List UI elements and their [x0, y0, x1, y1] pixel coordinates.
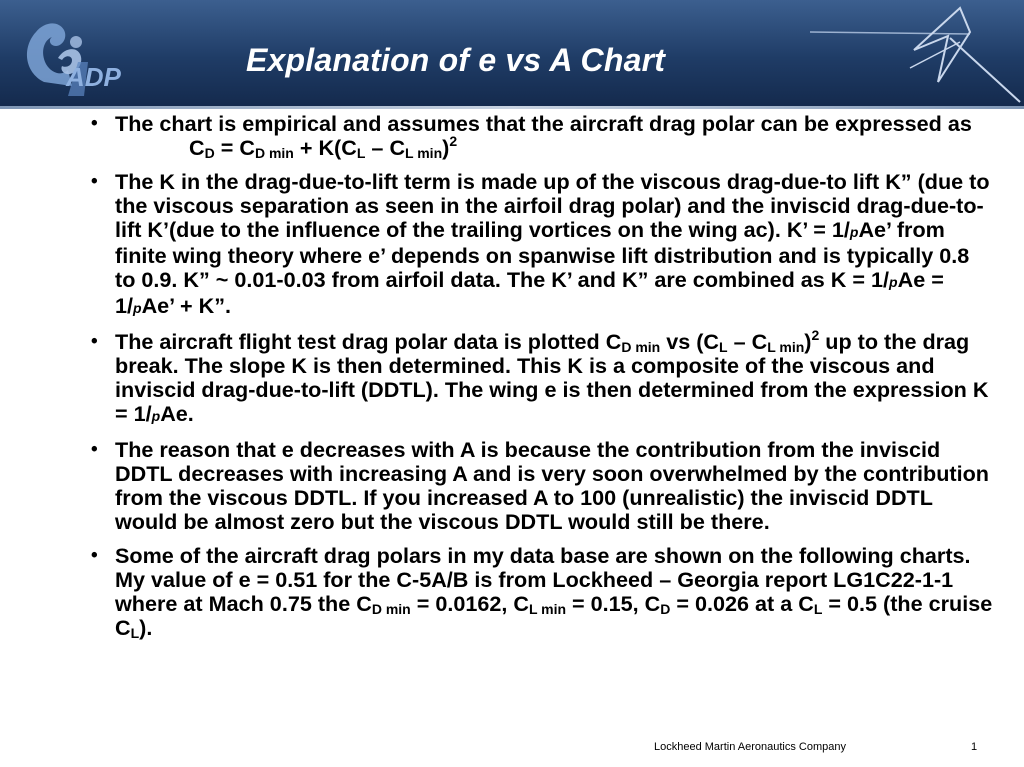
adp-squirrel-logo-icon: [14, 12, 154, 98]
bullet-e-decreases: • The reason that e decreases with A is because the contribution from the inviscid DDTL decreases with increasing A and is very soon overwhelmed by the contribution from the viscous DDTL. If you increased A to 100 (unrealistic) the inviscid DDTL would be almost zero but the viscous DDTL would still be there.: [91, 437, 989, 534]
bullet-drag-polar: • The chart is empirical and assumes that the aircraft drag polar can be expressed $asC_D = C_{D min} + K(C_L - C_{L min})^2$: [91, 111, 972, 161]
bullet-dot-icon: •: [91, 545, 98, 566]
lockheed-martin-star-logo-icon: [810, 2, 1024, 106]
bullet-dot-icon: •: [91, 331, 98, 352]
slide-header: [0, 0, 1024, 106]
bullet-dot-icon: •: [91, 439, 98, 460]
bullet-k-components: • The K in the drag-due-to-lift term is made up of the viscous drag-due-to lift K” (due to the viscous separation as seen in the airfoil drag polar) and the inviscid drag-due-to-lift K’(due to the influence of the trailing vortices on the wing ac). K’ = 1/pAe’ from finite wing theory where e’ depends on spanwise lift distribution and is typically 0.8 to 0.9. K” ~ 0.01-0.03 from airfoil data. The K’ and K” are combined as K = 1/pAe = 1/pAe’ + K”.: [91, 169, 990, 318]
header-divider: [0, 106, 1024, 109]
bullet-dot-icon: •: [91, 171, 98, 192]
logo-text: ADP: [66, 62, 121, 92]
bullet-dot-icon: •: [91, 113, 98, 134]
bullet-list: [88, 112, 993, 650]
slide-title: Explanation of e vs A Chart: [246, 42, 666, 78]
bullet-flight-test: • The aircraft flight test drag polar data is plotted $C_{D min}$ vs $(C_L - C_{L min})^2$ up to the drag break. The slope K is then determined. This K is a composite of the viscous and inviscid drag-due-to-lift (DDTL). The wing e is then determined from the expression K = 1/pAe.: [91, 327, 989, 426]
page-number: 1: [971, 741, 978, 753]
bullet-drag-polars-database: • Some of the aircraft drag polars in my data base are shown on the following charts. My value of e = 0.51 for the C-5A/B is from Lockheed – Georgia report LG1C22-1-1 where at Mach 0.75 the $C_{D min} = 0.0162$, $C_{L min} = 0.15$, $C_D = 0.026$ at a $C_L = 0.5$ (the cruise $C_L$).: [91, 543, 993, 641]
footer-company: Lockheed Martin Aeronautics Company: [654, 741, 846, 753]
